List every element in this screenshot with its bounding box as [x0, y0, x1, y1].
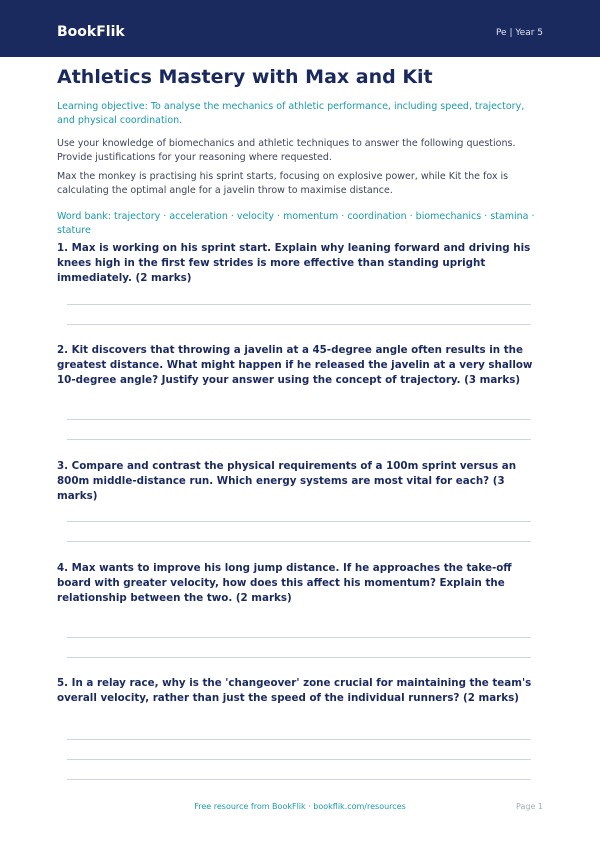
answer-line[interactable] — [67, 657, 531, 658]
page-title: Athletics Mastery with Max and Kit — [57, 66, 433, 88]
answer-line[interactable] — [67, 304, 531, 305]
answer-line[interactable] — [67, 439, 531, 440]
answer-line[interactable] — [67, 541, 531, 542]
question-2: 2. Kit discovers that throwing a javelin at a 45-degree angle often results in the greatest distance. What might happen if he released the javelin at a very shallow 10-degree angle? Justify your answer using the concept of trajectory. (3 marks) — [57, 344, 533, 386]
answer-line[interactable] — [67, 521, 531, 522]
answer-line[interactable] — [67, 779, 531, 780]
answer-line[interactable] — [67, 419, 531, 420]
question-4: 4. Max wants to improve his long jump distance. If he approaches the take-off board with greater velocity, how does this affect his momentum? Explain the relationship between the two. (2 marks) — [57, 562, 512, 604]
question-3: 3. Compare and contrast the physical requirements of a 100m sprint versus an 800m middle-distance run. Which energy systems are most vital for each? (3 marks) — [57, 460, 517, 502]
brand-logo: BookFlik — [57, 24, 125, 40]
answer-line[interactable] — [67, 324, 531, 325]
page-number: Page 1 — [516, 802, 543, 811]
answer-line[interactable] — [67, 637, 531, 638]
subject-year: Pe | Year 5 — [495, 28, 543, 38]
scenario: Max the monkey is practising his sprint starts, focusing on explosive power, while Kit the fox is calculating the optimal angle for a javelin throw to maximise distance. — [57, 171, 509, 196]
page-header — [0, 0, 600, 57]
instructions: Use your knowledge of biomechanics and athletic techniques to answer the following questions. Provide justifications for your reasoning where requested. — [57, 138, 516, 163]
question-5: 5. In a relay race, why is the 'changeover' zone crucial for maintaining the team's overall velocity, rather than just the speed of the individual runners? (2 marks) — [57, 677, 532, 704]
answer-line[interactable] — [67, 739, 531, 740]
answer-line[interactable] — [67, 759, 531, 760]
question-1: 1. Max is working on his sprint start. Explain why leaning forward and driving his knees high in the first few strides is more effective than standing upright immediately. (2 marks) — [57, 242, 531, 284]
word-bank: Word bank: trajectory · acceleration · velocity · momentum · coordination · biomechanics · stamina · stature — [57, 211, 535, 236]
learning-objective: Learning objective: To analyse the mechanics of athletic performance, including speed, trajectory, and physical coordination. — [57, 101, 525, 126]
footer-text: Free resource from BookFlik · bookflik.com/resources — [194, 802, 406, 811]
